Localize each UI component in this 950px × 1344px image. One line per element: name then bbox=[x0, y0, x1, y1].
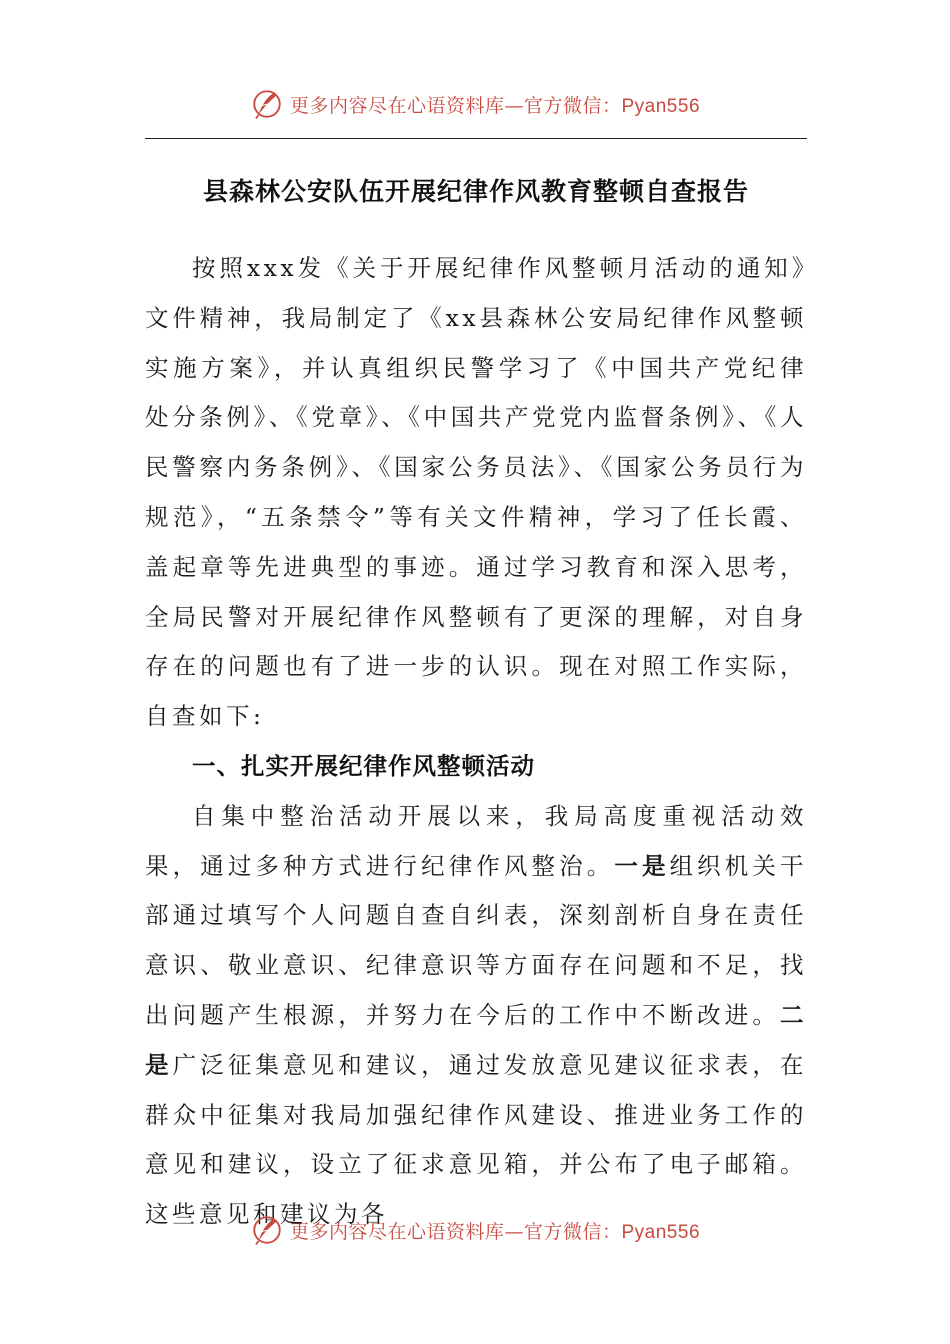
emphasis-first: 一是 bbox=[614, 851, 670, 880]
document-body bbox=[145, 244, 807, 1240]
watermark-text: 更多内容尽在心语资料库—官方微信：Pyan556 bbox=[289, 94, 701, 117]
emphasis-second: 二是 bbox=[145, 1000, 807, 1079]
header-divider bbox=[145, 138, 807, 139]
section-paragraph: 自集中整治活动开展以来，我局高度重视活动效果，通过多种方式进行纪律作风整治。一是组织机关干部通过填写个人问题自查自纠表，深刻剖析自身在责任意识、敬业意识、纪律意识等方面存在问题和不足，找出问题产生根源，并努力在今后的工作中不断改进。二是广泛征集意见和建议，通过发放意见建议征求表，在群众中征集对我局加强纪律作风建设、推进业务工作的意见和建议，设立了征求意见箱，并公布了电子邮箱。这些意见和建议为各 bbox=[145, 801, 808, 1229]
document-title: 县森林公安队伍开展纪律作风教育整顿自查报告 bbox=[202, 177, 749, 206]
wechat-id: Pyan556 bbox=[621, 1221, 701, 1243]
quill-pen-logo-icon bbox=[250, 87, 284, 121]
intro-paragraph: 按照xxx发《关于开展纪律作风整顿月活动的通知》文件精神，我局制定了《xx县森林公安局纪律作风整顿实施方案》，并认真组织民警学习了《中国共产党纪律处分条例》、《党章》、《中国共产党党内监督条例》、《人民警察内务条例》、《国家公务员法》、《国家公务员行为规范》，“五条禁令”等有关文件精神，学习了任长霞、盖起章等先进典型的事迹。通过学习教育和深入思考，全局民警对开展纪律作风整顿有了更深的理解，对自身存在的问题也有了进一步的认识。现在对照工作实际，自查如下: bbox=[145, 254, 807, 731]
wechat-id: Pyan556 bbox=[621, 95, 701, 117]
watermark-text: 更多内容尽在心语资料库—官方微信：Pyan556 bbox=[289, 1220, 701, 1243]
section-heading: 一、扎实开展纪律作风整顿活动 bbox=[192, 751, 535, 780]
header-watermark bbox=[0, 82, 950, 126]
quill-pen-logo-icon bbox=[250, 1213, 284, 1247]
footer-watermark bbox=[0, 1208, 950, 1252]
